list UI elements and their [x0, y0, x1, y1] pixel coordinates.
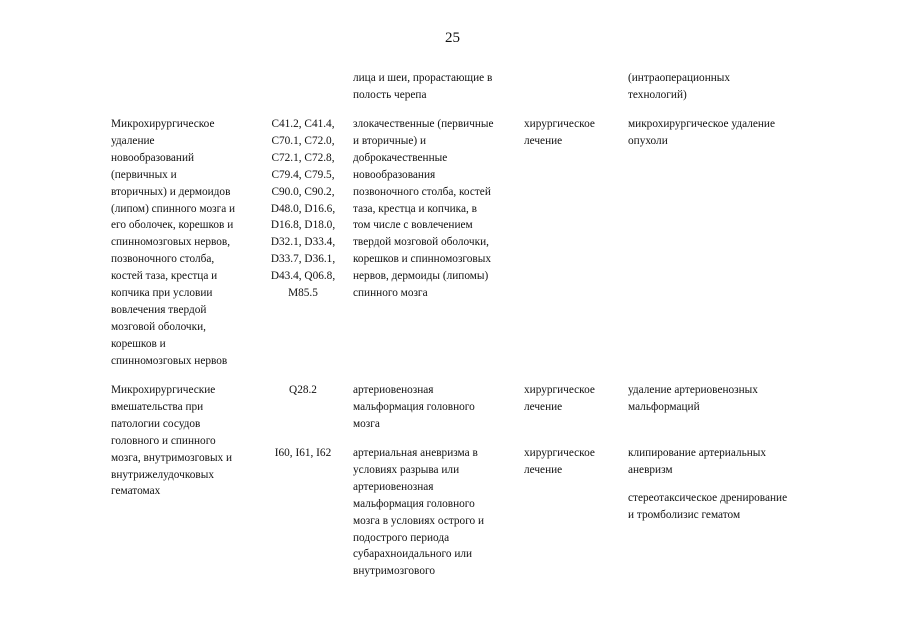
icd-codes: C41.2, C41.4, C70.1, C72.0, C72.1, C72.8, C79.4, C79.5, C90.0, C90.2, D48.0, D16.6, D16.8, D18.0, D32.1, D33.4, D33.7, D36.1, D43.4, Q06.8, M85.5: [270, 118, 336, 300]
treatment-method: микрохирургическое удаление опухоли: [628, 118, 775, 147]
patient-model: артериальная аневризма в условиях разрыва или артериовенозная мальформация головного мозга в условиях острого и подострого периода субарахноидального или внутримозгового: [353, 447, 485, 578]
page-number: 25: [445, 30, 460, 46]
treatment-type: хирургическое лечение: [524, 118, 595, 147]
treatment-method: клипирование артериальных аневризм: [628, 447, 767, 476]
treatment-method: стереотаксическое дренирование и тромболизис гематом: [628, 492, 788, 521]
continuation-model-text: лица и шеи, прорастающие в полость черепа: [353, 72, 493, 101]
procedure-name: Микрохирургическое удаление новообразований (первичных и вторичных) и дермоидов (липом) спинного мозга и его оболочек, корешков и спинномозговых нервов, позвоночного столба, костей таза, крестца и копчика при условии вовлечения твердой мозговой оболочки, корешков и спинномозговых нервов: [111, 118, 236, 367]
continuation-method-text: (интраоперационных технологий): [628, 72, 731, 101]
icd-codes: Q28.2: [289, 384, 317, 396]
procedure-name: Микрохирургические вмешательства при патологии сосудов головного и спинного мозга, внутримозговых и внутрижелудочковых гематомах: [111, 384, 233, 498]
patient-model: артериовенозная мальформация головного мозга: [353, 384, 475, 430]
icd-codes: I60, I61, I62: [274, 447, 332, 459]
patient-model: злокачественные (первичные и вторичные) и доброкачественные новообразования позвоночного столба, костей таза, крестца и копчика, в том числе с вовлечением твердой мозговой оболочки, корешков и спинномозговых нервов, дермоиды (липомы) спинного мозга: [353, 118, 494, 300]
treatment-method: удаление артериовенозных мальформаций: [628, 384, 758, 413]
treatment-type: хирургическое лечение: [524, 447, 595, 476]
treatment-type: хирургическое лечение: [524, 384, 595, 413]
